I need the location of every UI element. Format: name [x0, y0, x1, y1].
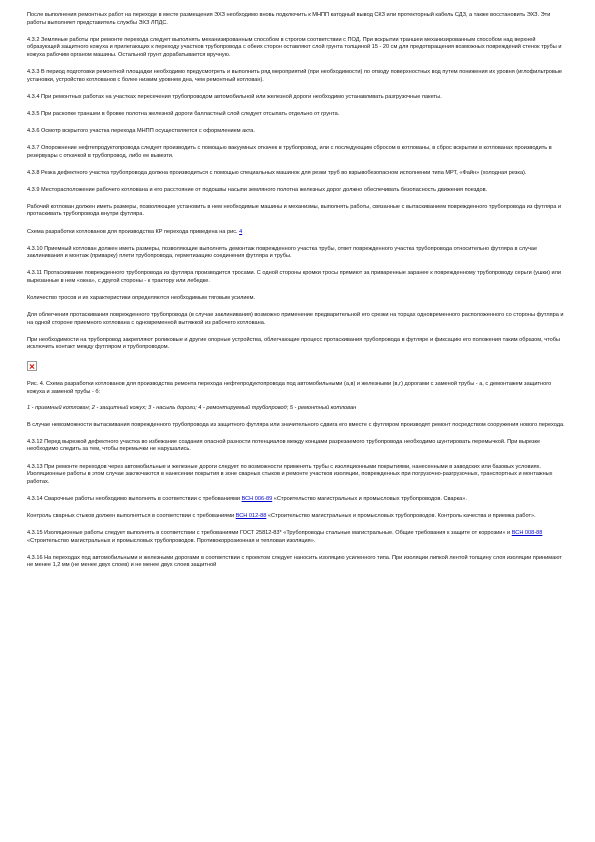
- paragraph: Для облегчения протаскивания поврежденного трубопровода (в случае заклинивания) возможно применение предварительной его срезки на торцах одновременного расположенного со стороны футляра и на одной стороне приемного котлована с одновременной вытяжкой из рабочего котлована.: [27, 312, 564, 326]
- paragraph: [27, 513, 569, 521]
- paragraph: Рабочий котлован должен иметь размеры, позволяющие установить в нем необходимые машины и механизмы, выполнять работы, связанные с вытаскиванием поврежденного трубопровода из футляра и протаскивать трубопровода внутри футляра.: [27, 203, 561, 218]
- paragraph-text: «Строительство магистральных и промысловых трубопроводов. Сварка».: [272, 495, 467, 502]
- paragraph-4-3-4: 4.3.4 При ремонтных работах на участках пересечения трубопроводом автомобильной или железной дороги необходимо устанавливать разгрузочные пакеты.: [27, 93, 442, 100]
- paragraph-4-3-15: [27, 530, 569, 545]
- paragraph-4-3-8: 4.3.8 Резка дефектного участка трубопровода должна производиться с помощью специальных машинок для резки труб во взрывобезопасном исполнении типа МРТ, «Файн» (холодная резка).: [27, 169, 527, 176]
- paragraph: В случае невозможности вытаскивания поврежденного трубопровода из защитного футляра или значительного сдвига его вместе с футляром производят ремонт посредством сооружения нового перехода.: [27, 421, 565, 428]
- paragraph-4-3-16: 4.3.16 На переходах под автомобильными и железными дорогами в соответствии с проектом следует наносить изоляцию усиленного типа. При изоляции липкой лентой толщину слоя изоляции принимают не менее 1,2 мм (не менее двух слоев) и не менее двух слоев защитной: [27, 554, 562, 569]
- paragraph-4-3-14: [27, 496, 569, 504]
- paragraph-4-3-2: 4.3.2 Земляные работы при ремонте перехода следует выполнять механизированным способом в строгом соответствии с ПОД. При вскрытии траншеи механизированным способом над верхней образующей защитного кожуха и прилегающих к переходу участков трубопровода с обеих сторон оставляют слой грунта толщиной 15 - 20 см для предотвращения возможных повреждений стенок трубы и кожуха рабочим органом машины. Остальной грунт дорабатывается вручную.: [27, 36, 562, 58]
- paragraph-4-3-5: 4.3.5 При раскопке траншеи в бровке полотна железной дороги балластный слой следует отсыпать отдельно от грунта.: [27, 110, 340, 117]
- paragraph-text: «Строительство магистральных и промысловых трубопроводов. Контроль качества и приемка работ».: [266, 512, 536, 519]
- vsn-008-88-link[interactable]: ВСН 008-88: [511, 529, 543, 536]
- paragraph-4-3-3: 4.3.3 В период подготовки ремонтной площадки необходимо предусмотреть и выполнить ряд мероприятий (при необходимости) по отводу поверхностных вод путем понижения их уровня (иглофильтровые установки, устройство котлованов с более низким уровнем дна, чем ремонтный котлован).: [27, 68, 562, 83]
- paragraph-text: 4.3.14 Сварочные работы необходимо выполнять в соответствии с требованиями: [27, 495, 242, 502]
- paragraph-4-3-9: 4.3.9 Месторасположение рабочего котлована и его расстояние от подошвы насыпи земляного полотна железных дорог должно обеспечивать безопасность движения поездов.: [27, 186, 488, 193]
- paragraph-text: «Строительство магистральных и промысловых трубопроводов. Противокоррозионная и тепловая изоляция».: [27, 537, 316, 544]
- vsn-012-88-link[interactable]: ВСН 012-88: [235, 512, 267, 519]
- document-page: [27, 12, 569, 579]
- figure-4-link[interactable]: 4: [239, 228, 243, 235]
- paragraph-4-3-6: 4.3.6 Осмотр вскрытого участка перехода МНПП осуществляется с оформлением акта.: [27, 127, 255, 134]
- paragraph: При необходимости на трубопровод закрепляют роликовые и другие опорные устройства, облегчающие процесс протаскивания трубопровода в футляре и фиксацию его положения таким образом, чтобы исключить контакт между футляром и трубопроводом.: [27, 336, 560, 351]
- paragraph-text: Контроль сварных стыков должен выполняться в соответствии с требованиями: [27, 512, 236, 519]
- paragraph-4-3-7: 4.3.7 Опорожнение нефтепродуктопровода следует производить с помощью вакуумных откачек в трубопровод, или с последующим сбросом в котлованы, в сброс вскрытии в котлованах производить в резервуары с откачкой в трубопровод, либо ее вывезти.: [27, 144, 552, 159]
- paragraph-4-3-13: 4.3.13 При ремонте переходов через автомобильные и железные дороги следует по возможности применять трубы с изоляционными покрытиями, нанесенными в заводских или базовых условиях. Изоляционные работы в этом случае заключаются в нанесении покрытия в зоне сварных стыков и ремонте участков изоляции, поврежденных при погрузочно-разгрузочных, транспортных и монтажных работах.: [27, 463, 553, 485]
- figure-reference-text: Схема разработки котлованов для производства КР перехода приведена на рис.: [27, 228, 240, 235]
- vsn-006-89-link[interactable]: ВСН 006-89: [241, 495, 273, 502]
- figure-caption: Рис. 4. Схема разработки котлованов для производства ремонта перехода нефтепродуктопровода под автомобильными (а,в) и железными (в,г) дорогами с заменой трубы - а, с демонтажем защитного кожуха и заменой трубы - б:: [27, 381, 552, 396]
- figure-legend: 1 - приемный котлован; 2 - защитный кожух; 3 - насыпь дороги; 4 - ремонтируемый трубопровод; 5 - ремонтный котлован: [27, 404, 357, 411]
- paragraph-4-3-11: 4.3.11 Протаскивание поврежденного трубопровода из футляра производится тросами. С одной стороны кромки тросы прямиют за приваренные заранее к поврежденному трубопроводу серьги (ушки) или вырезанные в нем «окна», с другой стороны - к трактору или лебедке.: [27, 270, 561, 284]
- figure-reference-paragraph: [27, 229, 569, 237]
- paragraph: Количество тросов и их характеристики определяются необходимым тяговым усилием.: [27, 294, 256, 301]
- paragraph-4-3-12: 4.3.12 Перед вырезкой дефектного участка во избежание создания опасной разности потенциалов между концами разрезаемого трубопровода необходимо шунтировать перемычкой. При вырезке необходимо следить за тем, чтобы перемычки не нарушались.: [27, 438, 541, 453]
- paragraph-text: 4.3.15 Изоляционные работы следует выполнять в соответствии с требованиями ГОСТ 25812-83* «Трубопроводы стальные магистральные. Общие требования к защите от коррозии» и: [27, 529, 512, 536]
- paragraph: После выполнения ремонтных работ на переходе в месте размещения ЭХЗ необходимо вновь подключить к МНПП катодный вывод СКЗ или протекторный кабель СДЗ, а также восстановить ЭХЗ. Эти работы выполняет представитель службы ЭХЗ ЛПДС.: [27, 12, 551, 26]
- paragraph-4-3-10: 4.3.10 Приемный котлован должен иметь размеры, позволяющие выполнять демонтаж поврежденного участка трубы, ответ поврежденного участка трубопровода относительно футляра в случае заклинивания и монтаж (приварку) плети трубопровода, герметизацию соединения футляра и трубы.: [27, 245, 538, 260]
- broken-image-icon: [27, 361, 37, 371]
